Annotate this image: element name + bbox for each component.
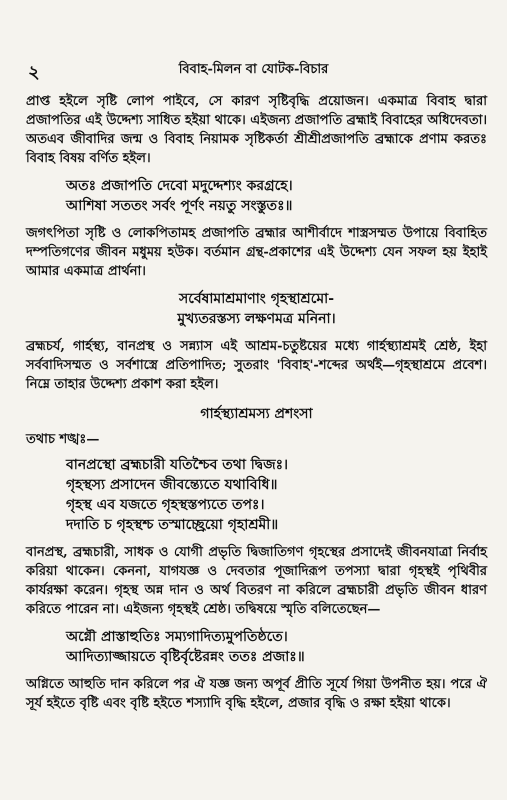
- verse-block-3: [66, 455, 487, 535]
- page-number: ২: [28, 62, 40, 83]
- verse-line: আদিত্যাজ্জায়তে বৃষ্টির্বৃষ্টেরন্নং ততঃ প্রজাঃ॥: [66, 649, 305, 665]
- verse-line: আশিষা সততং সর্বং পূর্ণং নয়তু সংস্তুতঃ॥: [66, 198, 293, 214]
- verse-line: দদাতি চ গৃহস্থশ্চ তস্মাচ্ছ্রেয়ো গৃহাশ্রমী॥: [66, 517, 279, 533]
- verse-line: অগ্নৌ প্রাস্তাহুতিঃ সম্যগাদিত্যমুপতিষ্ঠতে।: [66, 629, 288, 645]
- page-header: [28, 58, 479, 84]
- verse-line: গৃহস্থস্য প্রসাদেন জীবন্ত্যেতে যথাবিধি॥: [66, 477, 278, 493]
- section-heading: গার্হস্থ্যাশ্রমস্য প্রশংসা: [200, 406, 313, 422]
- verse-block-1: [66, 176, 487, 216]
- verse-block-2: [26, 289, 487, 329]
- verse-line: অতঃ প্রজাপতি দেবো মদুদ্দেশ্যং করগ্রহে।: [66, 178, 293, 194]
- verse-line: বানপ্রস্থো ব্রহ্মচারী যতিশ্চৈব তথা দ্বিজঃ।: [66, 457, 289, 473]
- verse-line: মুখ্যতরস্তস্য লক্ষণমত্র মনিনা।: [177, 311, 336, 327]
- intro-paragraph: প্রাপ্ত হইলে সৃষ্টি লোপ পাইবে, সে কারণ সৃষ্টিবৃদ্ধি প্রয়োজন। একমাত্র বিবাহ দ্বারা প্রজাপতির এই উদ্দেশ্য সাধিত হইয়া থাকে। এইজন্য প্রজাপতি ব্রহ্মাই বিবাহের অধিদেবতা। অতএব জীবাদির জন্ম ও বিবাহ নিয়ামক সৃষ্টিকর্তা শ্রীশ্রীপ্রজাপতি ব্রহ্মাকে প্রণাম করতঃ বিবাহ বিষয় বর্ণিত হইল।: [26, 94, 487, 166]
- ashrama-paragraph: ব্রহ্মচর্য, গার্হস্থ্য, বানপ্রস্থ ও সন্ন্যাস এই আশ্রম-চতুষ্টয়ের মধ্যে গার্হস্থ্যাশ্রমই শ্রেষ্ঠ, ইহা সর্ববাদিসম্মত ও সর্বশাস্ত্রে প্রতিপাদিত; সুতরাং 'বিবাহ'-শব্দের অর্থই—গৃহস্থাশ্রমে প্রবেশ। নিম্নে তাহার উদ্দেশ্য প্রকাশ করা হইল।: [26, 339, 487, 392]
- closing-paragraph: অগ্নিতে আহুতি দান করিলে পর ঐ যজ্ঞ জন্য অপূর্ব প্রীতি সূর্যে গিয়া উপনীত হয়। পরে ঐ সূর্য হইতে বৃষ্টি এবং বৃষ্টি হইতে শস্যাদি বৃদ্ধি হইলে, প্রজার বৃদ্ধি ও রক্ষা হইয়া থাকে।: [26, 677, 487, 711]
- householder-paragraph: বানপ্রস্থ, ব্রহ্মচারী, সাধক ও যোগী প্রভৃতি দ্বিজাতিগণ গৃহস্থের প্রসাদেই জীবনযাত্রা নির্বাহ করিয়া থাকেন। কেননা, যাগযজ্ঞ ও দেবতার পূজাদিরূপ তপস্যা দ্বারা গৃহস্থই পৃথিবীর কার্যরক্ষা করেন। গৃহস্থ অন্ন দান ও অর্থ বিতরণ না করিলে ব্রহ্মচারী প্রভৃতি জীবন ধারণ করিতে পারেন না। এইজন্য গৃহস্থই শ্রেষ্ঠ। তদ্বিষয়ে স্মৃতি বলিতেছেন—: [26, 545, 487, 617]
- running-title: বিবাহ-মিলন বা যোটক-বিচার: [178, 62, 329, 77]
- verse-line: সর্বেষামাশ্রমাণাং গৃহস্থাশ্রমো-: [178, 291, 335, 307]
- verse-block-4: [66, 627, 487, 667]
- blessing-paragraph: জগৎপিতা সৃষ্টি ও লোকপিতামহ প্রজাপতি ব্রহ্মার আশীর্বাদে শাস্ত্রসম্মত উপায়ে বিবাহিত দম্পতিগণের জীবন মধুময় হউক। বর্তমান গ্রন্থ-প্রকাশের এই উদ্দেশ্য যেন সফল হয় ইহাই আমার একমাত্র প্রার্থনা।: [26, 226, 487, 279]
- verse-line: গৃহস্থ এব যজতে গৃহস্থস্তপ্যতে তপঃ।: [66, 497, 265, 513]
- quote-label: তথাচ শঙ্খঃ—: [26, 432, 100, 447]
- page-body: [26, 92, 487, 721]
